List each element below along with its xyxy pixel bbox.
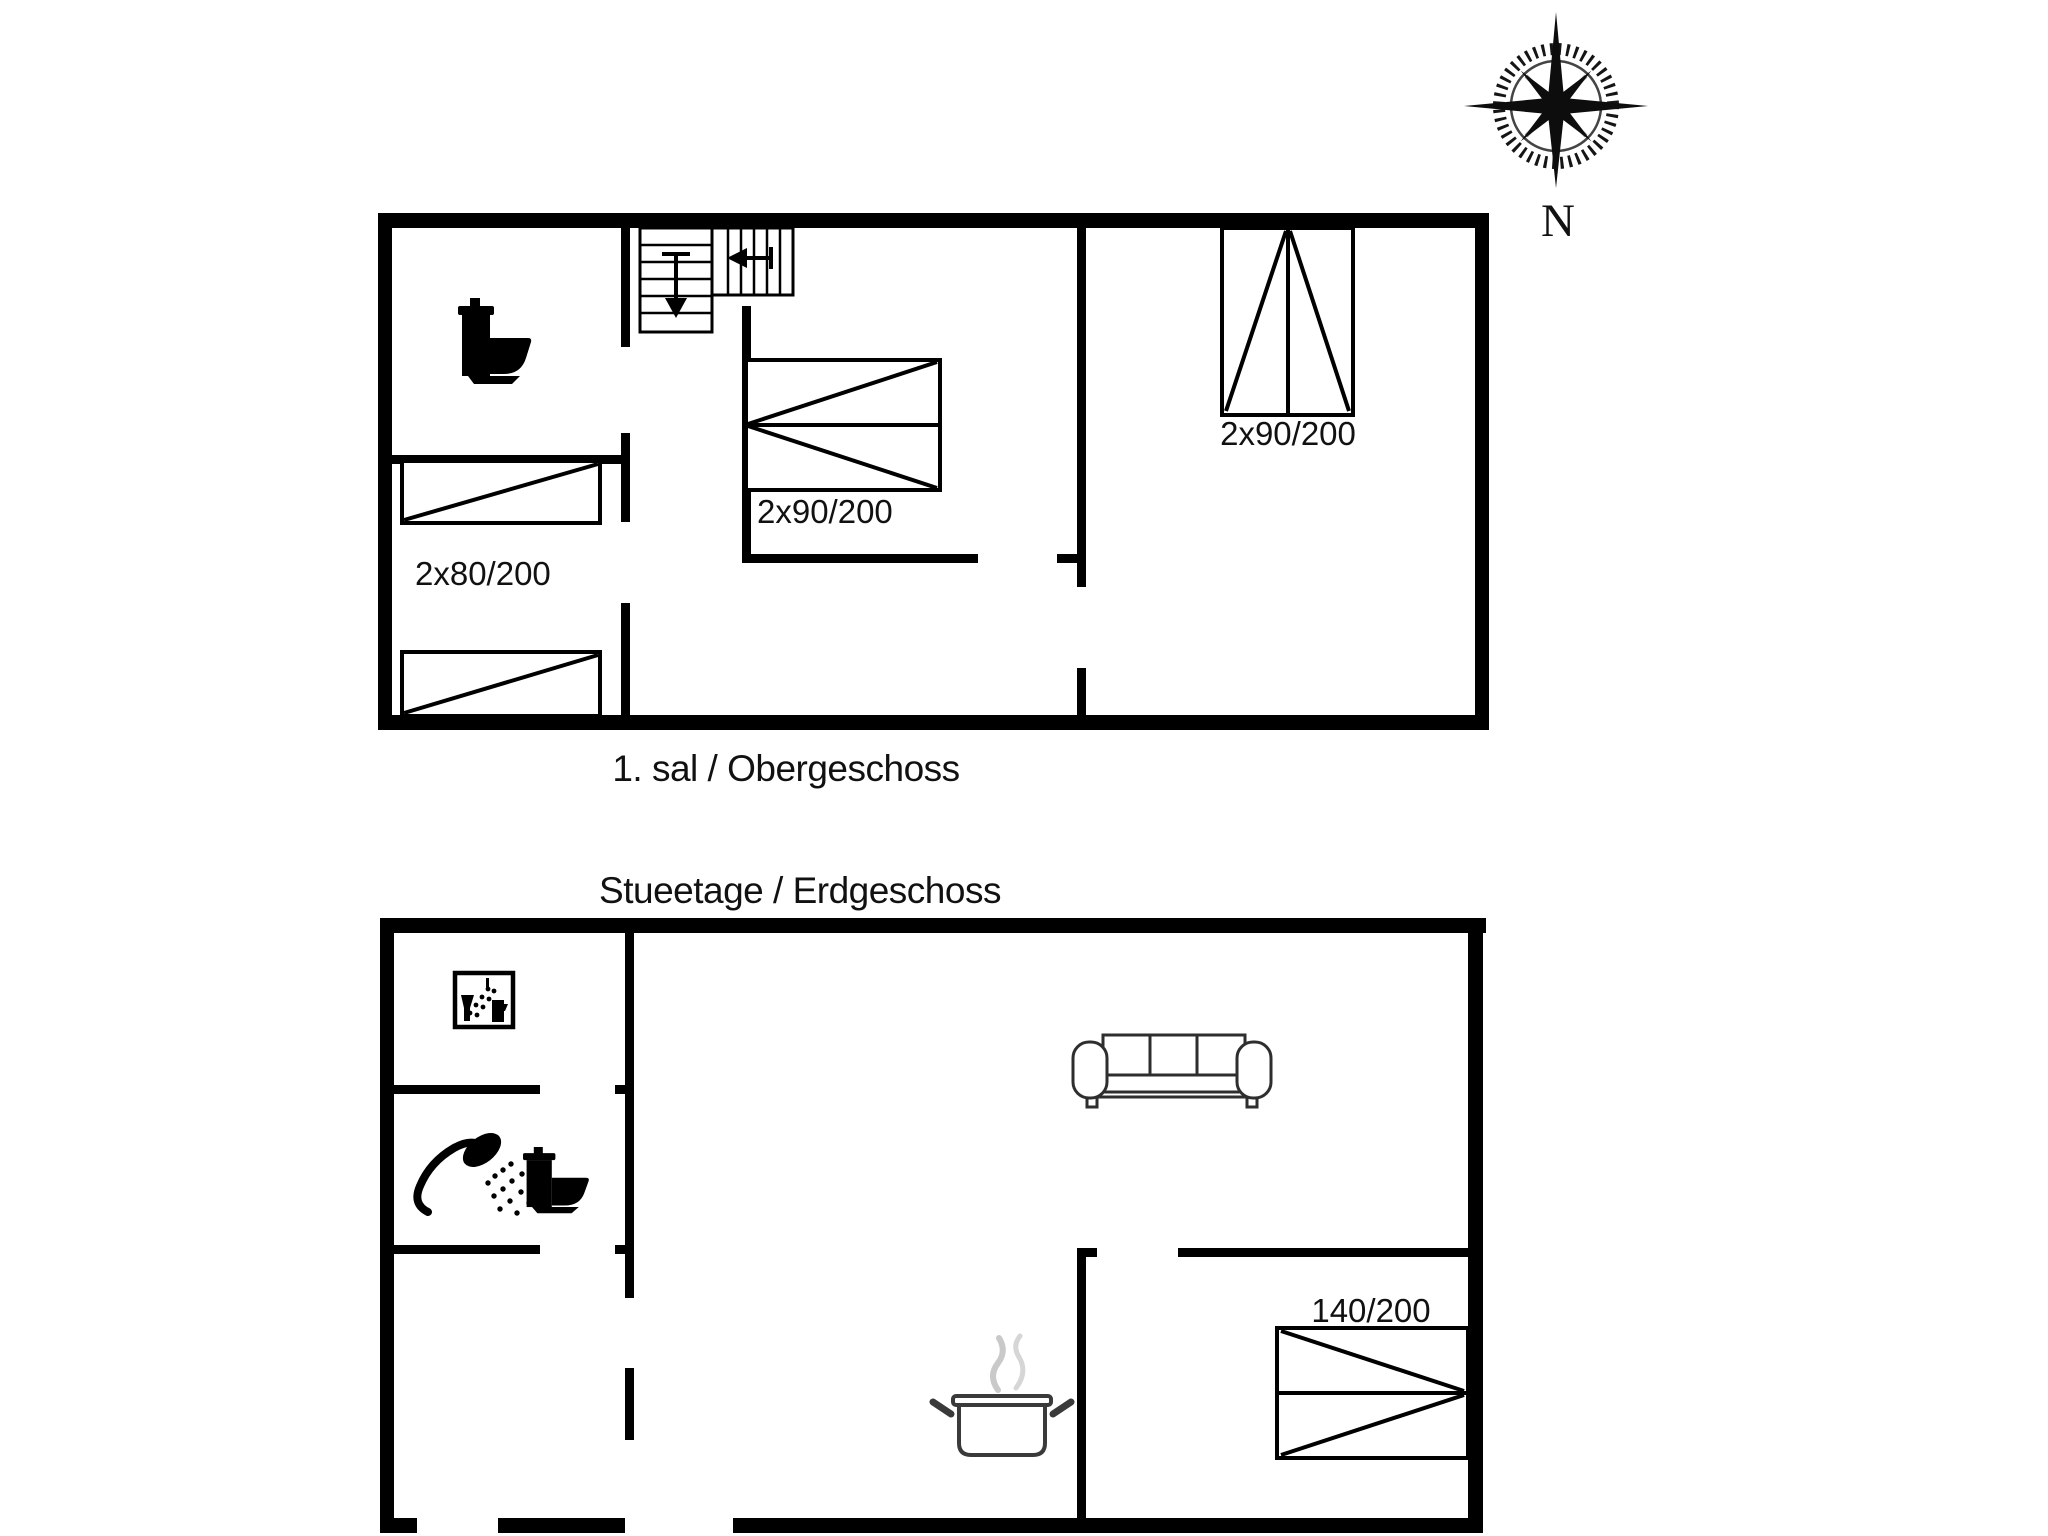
wall (1468, 918, 1483, 1533)
wall (615, 1245, 625, 1254)
wall (1077, 228, 1086, 587)
shower-icon (417, 1126, 544, 1215)
wall (621, 433, 630, 522)
toilet-icon (458, 298, 531, 384)
wall (498, 1518, 625, 1533)
wall (1475, 213, 1489, 730)
wall (733, 1518, 1483, 1533)
wall (378, 213, 392, 730)
ground-floor-title: Stueetage / Erdgeschoss (599, 870, 1001, 911)
wall (1178, 1248, 1468, 1257)
wall (621, 603, 630, 715)
wall (1077, 1248, 1097, 1257)
bed-symbol-double-ground (1277, 1328, 1468, 1458)
wall (742, 554, 978, 563)
wall (621, 228, 630, 347)
bed-size-label: 2x90/200 (1220, 415, 1356, 452)
wall (380, 918, 1486, 933)
upper-floor-plan (378, 213, 1489, 789)
bed-size-label: 2x90/200 (757, 493, 893, 530)
upper-floor-title: 1. sal / Obergeschoss (612, 748, 960, 789)
bed-size-label: 2x80/200 (415, 555, 551, 592)
staircase-icon (640, 228, 793, 332)
bed-symbol-single-top (402, 461, 600, 523)
wall (625, 1368, 634, 1440)
wall (394, 1245, 540, 1254)
wall (1077, 668, 1086, 715)
wall (625, 933, 634, 1298)
toilet-icon (523, 1147, 589, 1213)
wall (394, 1085, 540, 1094)
bed-symbol-double-middle (746, 360, 940, 490)
washing-machine-icon (455, 973, 513, 1027)
wall (378, 213, 1489, 228)
bed-symbol-single-bottom (402, 652, 600, 716)
compass-north-label: N (1541, 195, 1575, 247)
compass-rose-icon (1464, 12, 1648, 247)
cooking-pot-icon (933, 1336, 1071, 1455)
wall (1077, 1248, 1086, 1518)
ground-floor-plan (380, 870, 1486, 1533)
bed-symbol-double-right (1222, 228, 1353, 415)
bed-size-label: 140/200 (1311, 1292, 1431, 1329)
wall (380, 918, 394, 1533)
wall (615, 1085, 625, 1094)
wall (380, 1518, 417, 1533)
sofa-icon (1073, 1035, 1271, 1107)
